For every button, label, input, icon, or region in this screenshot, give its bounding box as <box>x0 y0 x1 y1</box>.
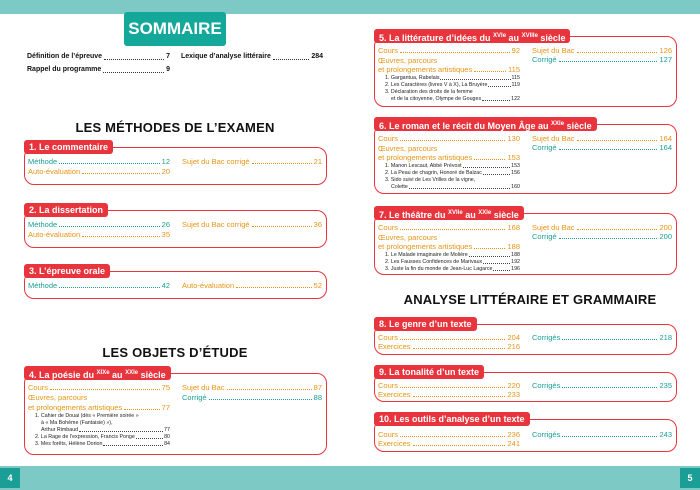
page-title: SOMMAIRE <box>124 12 226 46</box>
section-heading: ANALYSE LITTÉRAIRE ET GRAMMAIRE <box>403 292 657 307</box>
work-item-line: 1. Cahier de Douai (dès « Première soirée » <box>35 413 139 419</box>
page-number-left: 4 <box>0 468 20 488</box>
section-tab: 2. La dissertation <box>24 203 108 217</box>
toc-item[interactable]: et prolongements artistiques 77 <box>28 403 170 412</box>
toc-item[interactable]: Corrigés 218 <box>532 333 672 342</box>
toc-item[interactable]: Cours 204 <box>378 333 520 342</box>
toc-item-label: Œuvres, parcours <box>378 144 438 153</box>
toc-item[interactable]: Sujet du Bac 164 <box>532 134 672 143</box>
work-item[interactable]: Colette 160 <box>391 184 520 190</box>
toc-item[interactable]: Sujet du Bac 200 <box>532 223 672 232</box>
toc-item[interactable]: Méthode 12 <box>28 157 170 166</box>
toc-item-label: Œuvres, parcours <box>378 233 438 242</box>
section-tab: 9. La tonalité d’un texte <box>374 365 484 379</box>
section-tab: 4. La poésie du $^{XIXe}$ au $^{XXIe}$ siècle <box>24 366 171 380</box>
section-tab: 10. Les outils d’analyse d’un texte <box>374 412 530 426</box>
toc-item[interactable]: Auto-évaluation 35 <box>28 230 170 239</box>
toc-item[interactable]: Cours 92 <box>378 46 520 55</box>
toc-item[interactable]: Exercices 216 <box>378 342 520 351</box>
section-tab: 7. Le théâtre du $^{XVIIe}$ au $^{XXIe}$ siècle <box>374 206 524 220</box>
toc-item[interactable]: Cours 168 <box>378 223 520 232</box>
toc-item[interactable]: Corrigés 243 <box>532 430 672 439</box>
toc-item[interactable]: et prolongements artistiques 153 <box>378 153 520 162</box>
section-heading: LES MÉTHODES DE L’EXAMEN <box>75 120 275 135</box>
toc-item-label: Œuvres, parcours <box>378 56 438 65</box>
toc-item[interactable]: Corrigé 200 <box>532 232 672 241</box>
work-item[interactable]: 2. Les Caractères (livres V à X), La Bruyère 119 <box>385 82 520 88</box>
work-item[interactable]: et de la citoyenne, Olympe de Gouges 122 <box>391 96 520 102</box>
work-item[interactable]: 3. Juste la fin du monde de Jean-Luc Lagarce 196 <box>385 266 520 272</box>
toc-item[interactable]: Sujet du Bac 126 <box>532 46 672 55</box>
toc-item[interactable]: Corrigé 88 <box>182 393 322 402</box>
toc-item-label: Œuvres, parcours <box>28 393 88 402</box>
toc-item[interactable]: Cours 75 <box>28 383 170 392</box>
work-item[interactable]: 2. La Rage de l’expression, Francis Ponge 80 <box>35 434 170 440</box>
section-tab: 1. Le commentaire <box>24 140 113 154</box>
section-tab: 8. Le genre d’un texte <box>374 317 477 331</box>
section-heading: LES OBJETS D’ÉTUDE <box>102 345 248 360</box>
toc-item[interactable]: Méthode 26 <box>28 220 170 229</box>
work-item-line: 3. Sido suivi de Les Vrilles de la vigne, <box>385 177 476 183</box>
bottom-band <box>0 466 700 490</box>
toc-item[interactable]: et prolongements artistiques 188 <box>378 242 520 251</box>
toc-item[interactable]: Cours 236 <box>378 430 520 439</box>
toc-item[interactable]: Sujet du Bac 87 <box>182 383 322 392</box>
work-item-line: à « Ma Bohème (Fantaisie) »), <box>41 420 113 426</box>
work-item[interactable]: 1. Manon Lescaut, Abbé Prévost 153 <box>385 163 520 169</box>
work-item[interactable]: 1. Le Malade imaginaire de Molière 188 <box>385 252 520 258</box>
toc-item[interactable]: Auto-évaluation 52 <box>182 281 322 290</box>
toc-item[interactable]: Corrigés 235 <box>532 381 672 390</box>
toc-item[interactable]: Exercices 241 <box>378 439 520 448</box>
toc-item[interactable]: Lexique d’analyse littéraire 284 <box>181 50 323 63</box>
page-number-right: 5 <box>680 468 700 488</box>
toc-item[interactable]: Exercices 233 <box>378 390 520 399</box>
work-item[interactable]: 3. Mes forêts, Hélène Dorion 84 <box>35 441 170 447</box>
toc-item[interactable]: Définition de l’épreuve 7 <box>27 50 170 63</box>
section-tab: 3. L’épreuve orale <box>24 264 110 278</box>
toc-item[interactable]: Cours 220 <box>378 381 520 390</box>
toc-item[interactable]: Rappel du programme 9 <box>27 63 170 76</box>
top-band <box>0 0 700 14</box>
toc-item[interactable]: Sujet du Bac corrigé 21 <box>182 157 322 166</box>
toc-item[interactable]: Corrigé 164 <box>532 143 672 152</box>
work-item[interactable]: 2. Les Fausses Confidences de Marivaux 192 <box>385 259 520 265</box>
work-item[interactable]: 2. La Peau de chagrin, Honoré de Balzac 156 <box>385 170 520 176</box>
toc-item[interactable]: Auto-évaluation 20 <box>28 167 170 176</box>
work-item[interactable]: 1. Gargantua, Rabelais 115 <box>385 75 520 81</box>
toc-item[interactable]: et prolongements artistiques 115 <box>378 65 520 74</box>
work-item[interactable]: Arthur Rimbaud 77 <box>41 427 170 433</box>
section-tab: 5. La littérature d’idées du $^{XVIe}$ au $^{XVIIIe}$ siècle <box>374 29 570 43</box>
toc-item[interactable]: Méthode 42 <box>28 281 170 290</box>
toc-item[interactable]: Sujet du Bac corrigé 36 <box>182 220 322 229</box>
toc-item[interactable]: Corrigé 127 <box>532 55 672 64</box>
toc-item[interactable]: Cours 130 <box>378 134 520 143</box>
section-tab: 6. Le roman et le récit du Moyen Âge au $^{XXIe}$ siècle <box>374 117 597 131</box>
work-item-line: 3. Déclaration des droits de la femme <box>385 89 473 95</box>
